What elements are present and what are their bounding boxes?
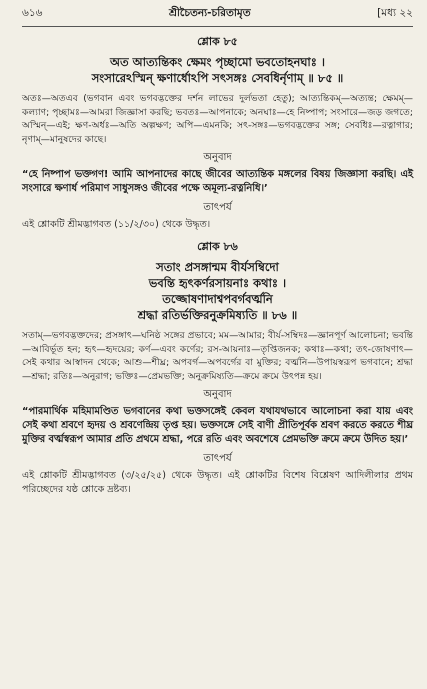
verse-86-title: শ্লোক ৮৬: [197, 240, 238, 253]
page-number: ৬১৬: [22, 7, 43, 19]
verse-85-block: [22, 33, 413, 232]
running-title: শ্রীচৈতন্য-চরিতামৃত: [168, 7, 251, 19]
verse-85-title: শ্লোক ৮৫: [197, 35, 238, 48]
verse-85-translation: “হে নিষ্পাপ ভক্তগণ! আমি আপনাদের কাছে জীবের আত্যন্তিক মঙ্গলের বিষয় জিজ্ঞাসা করছি। এই সংসারে ক্ষণার্ধ পরিমাণ সাধুসঙ্গও জীবের পক্ষে অমূল্য-রত্ননিধি।’: [22, 169, 413, 194]
verse-line: অত আত্যন্তিকং ক্ষেমং পৃচ্ছামো ভবতোহনঘাঃ ।: [109, 55, 326, 69]
page-header: [22, 6, 413, 27]
purport-heading: তাৎপর্য: [203, 453, 232, 464]
verse-85-text: [22, 54, 413, 86]
verse-line: তজ্জোষণাদাশ্বপবর্গবর্ত্মনি: [162, 292, 273, 306]
verse-86-translation: “পারমার্থিক মহিমামণ্ডিত ভগবানের কথা ভক্তসঙ্গেই কেবল যথাযথভাবে আলোচনা করা যায় এবং সেই কথা শ্রবণে হৃদয় ও শ্রবণেন্দ্রিয় তৃপ্ত হয়। ভক্তসঙ্গে সেই বাণী প্রীতিপূর্বক শ্রবণ করতে করতে শীঘ্র মুক্তির বর্ত্মস্বরূপ আমার প্রতি প্রথমে শ্রদ্ধা, পরে রতি এবং অবশেষে প্রেমভক্তি ক্রমে ক্রমে উদিত হয়।’: [22, 406, 413, 445]
verse-line: সতাং প্রসঙ্গান্মম বীর্যসম্বিদো: [156, 260, 279, 274]
translation-heading: অনুবাদ: [203, 152, 232, 163]
verse-line: ভবন্তি হৃৎকর্ণরসায়নাঃ কথাঃ ।: [148, 276, 287, 290]
verse-85-purport: এই শ্লোকটি শ্রীমদ্ভাগবত (১১/২/৩০) থেকে উদ্ধৃত।: [22, 219, 211, 230]
verse-86-synonyms: সতাম্—ভগবদ্ভক্তদের; প্রসঙ্গাৎ—ঘনিষ্ঠ সঙ্গের প্রভাবে; মম—আমার; বীর্য-সম্বিদঃ—জ্ঞানপূর্ণ আলোচনা; ভবন্তি—আবির্ভূত হন; হৃৎ—হৃদয়ের; কর্ণ—এবং কর্ণের; রস-আয়নাঃ—তৃপ্তিজনক; কথাঃ—কথা; তৎ-জোষণাৎ—সেই কথার আস্বাদন থেকে; আশু—শীঘ্র; অপবর্গ—অপবর্গের বা মুক্তির; বর্ত্মনি—উপায়স্বরূপ ভগবানে; শ্রদ্ধা—শ্রদ্ধা; রতিঃ—অনুরাগ; ভক্তিঃ—প্রেমভক্তি; অনুক্রমিষ্যতি—ক্রমে ক্রমে উৎপন্ন হয়।: [22, 330, 413, 382]
translation-heading: অনুবাদ: [203, 389, 232, 400]
verse-86-text: [22, 259, 413, 323]
verse-86-purport: এই শ্লোকটি শ্রীমদ্ভাগবত (৩/২৫/২৫) থেকে উদ্ধৃত। এই শ্লোকটির বিশেষ বিশ্লেষণ আদিলীলার প্রথম পরিচ্ছেদের যষ্ঠ শ্লোকে দ্রষ্টব্য।: [22, 470, 413, 495]
purport-heading: তাৎপর্য: [203, 202, 232, 213]
verse-86-block: [22, 238, 413, 497]
section-label: [মধ্য ২২: [377, 7, 413, 19]
verse-line: শ্রদ্ধা রতির্ভক্তিরনুক্রমিষ্যতি ॥ ৮৬ ॥: [137, 308, 298, 322]
verse-85-synonyms: অতঃ—অতএব (ভগবান এবং ভগবদ্ভক্তের দর্শন লাভের দুর্লভতা হেতু); আত্যন্তিকম্—অত্যন্ত; ক্ষেমম্—কল্যাণ; পৃচ্ছামঃ—আমরা জিজ্ঞাসা করছি; ভবতঃ—আপনাকে; অনঘাঃ—হে নিষ্পাপ; সংসারে—জড় জগতে; অস্মিন্—এই; ক্ষণ-অর্ধঃ—অতি অল্পক্ষণ; অপি—এমনকি; সৎ-সঙ্গঃ—ভগবদ্ভক্তের সঙ্গ; সেবধিঃ—রত্নাগার; নৃণাম্—মানুষদের কাছে।: [22, 93, 413, 145]
verse-line: সংসারেঽস্মিন্ ক্ষণার্ধোঽপি সৎসঙ্গঃ সেবধির্নৃণাম্ ॥ ৮৫ ॥: [91, 71, 344, 85]
